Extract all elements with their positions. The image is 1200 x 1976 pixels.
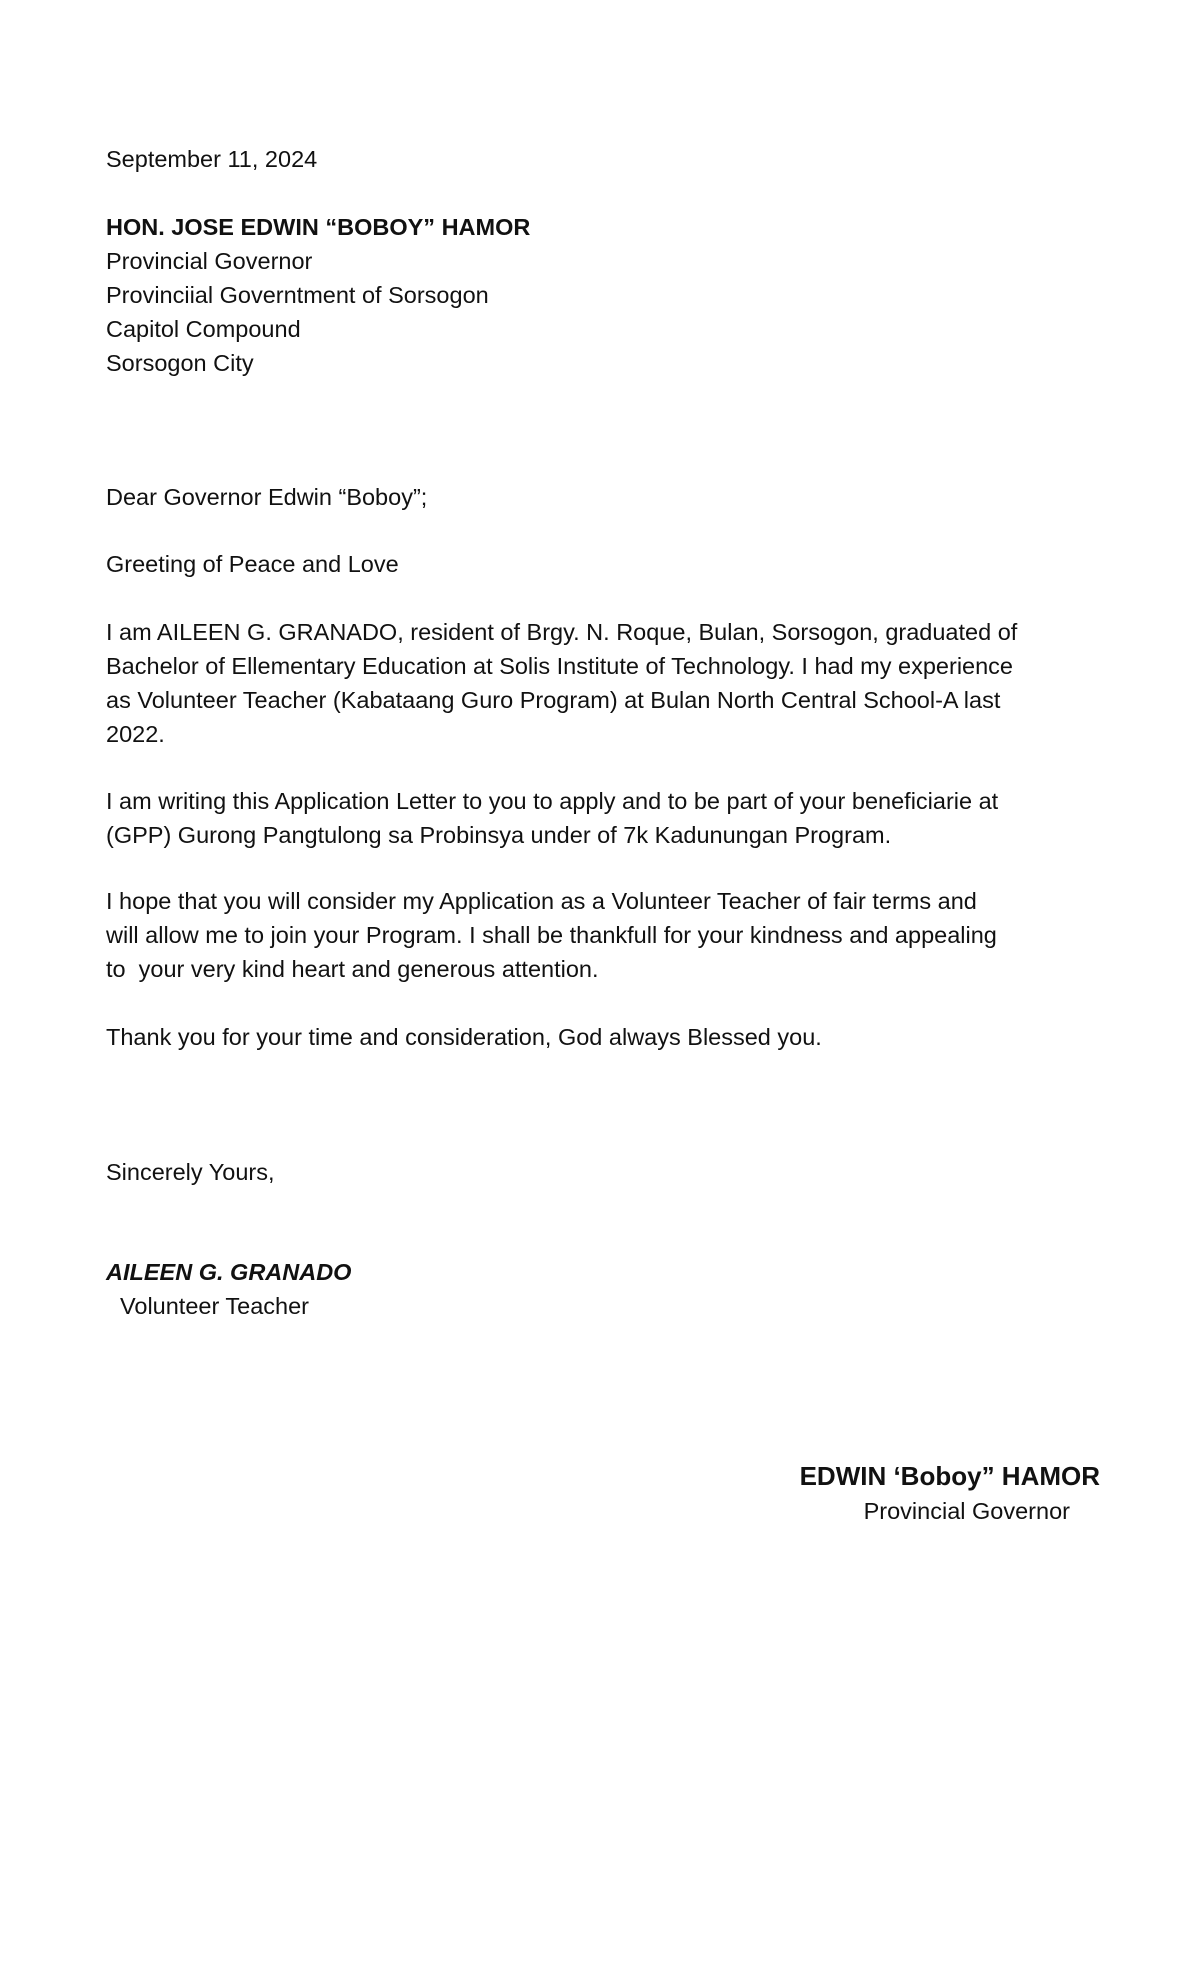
greeting-text: Greeting of Peace and Love <box>106 551 399 577</box>
approver-name: EDWIN ‘Boboy” HAMOR <box>799 1461 1100 1491</box>
recipient-title: Provincial Governor <box>106 248 313 274</box>
paragraph-line: I am AILEEN G. GRANADO, resident of Brgy. N. Roque, Bulan, Sorsogon, graduated of <box>106 619 1018 645</box>
date-text: September 11, 2024 <box>106 146 318 172</box>
body-paragraph-request <box>106 884 1106 986</box>
paragraph-line: I hope that you will consider my Application as a Volunteer Teacher of fair terms and <box>106 888 977 914</box>
recipient-address-line1: Capitol Compound <box>106 316 301 342</box>
signatory-title: Volunteer Teacher <box>120 1293 310 1319</box>
approver-title: Provincial Governor <box>863 1498 1070 1524</box>
recipient-address-line2: Sorsogon City <box>106 350 254 376</box>
recipient-office: Provinciial Governtment of Sorsogon <box>106 282 489 308</box>
paragraph-line: Bachelor of Ellementary Education at Solis Institute of Technology. I had my experience <box>106 653 1013 679</box>
recipient-block <box>106 210 1106 380</box>
salutation-text: Dear Governor Edwin “Boboy”; <box>106 484 428 510</box>
paragraph-line: as Volunteer Teacher (Kabataang Guro Program) at Bulan North Central School-A last <box>106 687 1001 713</box>
letter-date <box>106 142 1106 176</box>
paragraph-line: Thank you for your time and consideration, God always Blessed you. <box>106 1024 822 1050</box>
recipient-name: HON. JOSE EDWIN “BOBOY” HAMOR <box>106 214 531 240</box>
paragraph-line: will allow me to join your Program. I shall be thankfull for your kindness and appealing <box>106 922 997 948</box>
paragraph-line: I am writing this Application Letter to you to apply and to be part of your beneficiarie at <box>106 788 999 814</box>
body-paragraph-intro <box>106 615 1106 751</box>
signatory-name: AILEEN G. GRANADO <box>106 1259 352 1285</box>
paragraph-line: 2022. <box>106 721 165 747</box>
body-paragraph-purpose <box>106 784 1106 852</box>
paragraph-line: (GPP) Gurong Pangtulong sa Probinsya under of 7k Kadunungan Program. <box>106 822 892 848</box>
closing <box>106 1155 1106 1189</box>
closing-text: Sincerely Yours, <box>106 1159 275 1185</box>
greeting <box>106 547 1106 581</box>
paragraph-line: to your very kind heart and generous attention. <box>106 956 599 982</box>
signature-block <box>106 1255 1106 1323</box>
approver-block <box>800 1458 1100 1528</box>
salutation <box>106 480 1106 514</box>
body-paragraph-thanks <box>106 1020 1106 1054</box>
